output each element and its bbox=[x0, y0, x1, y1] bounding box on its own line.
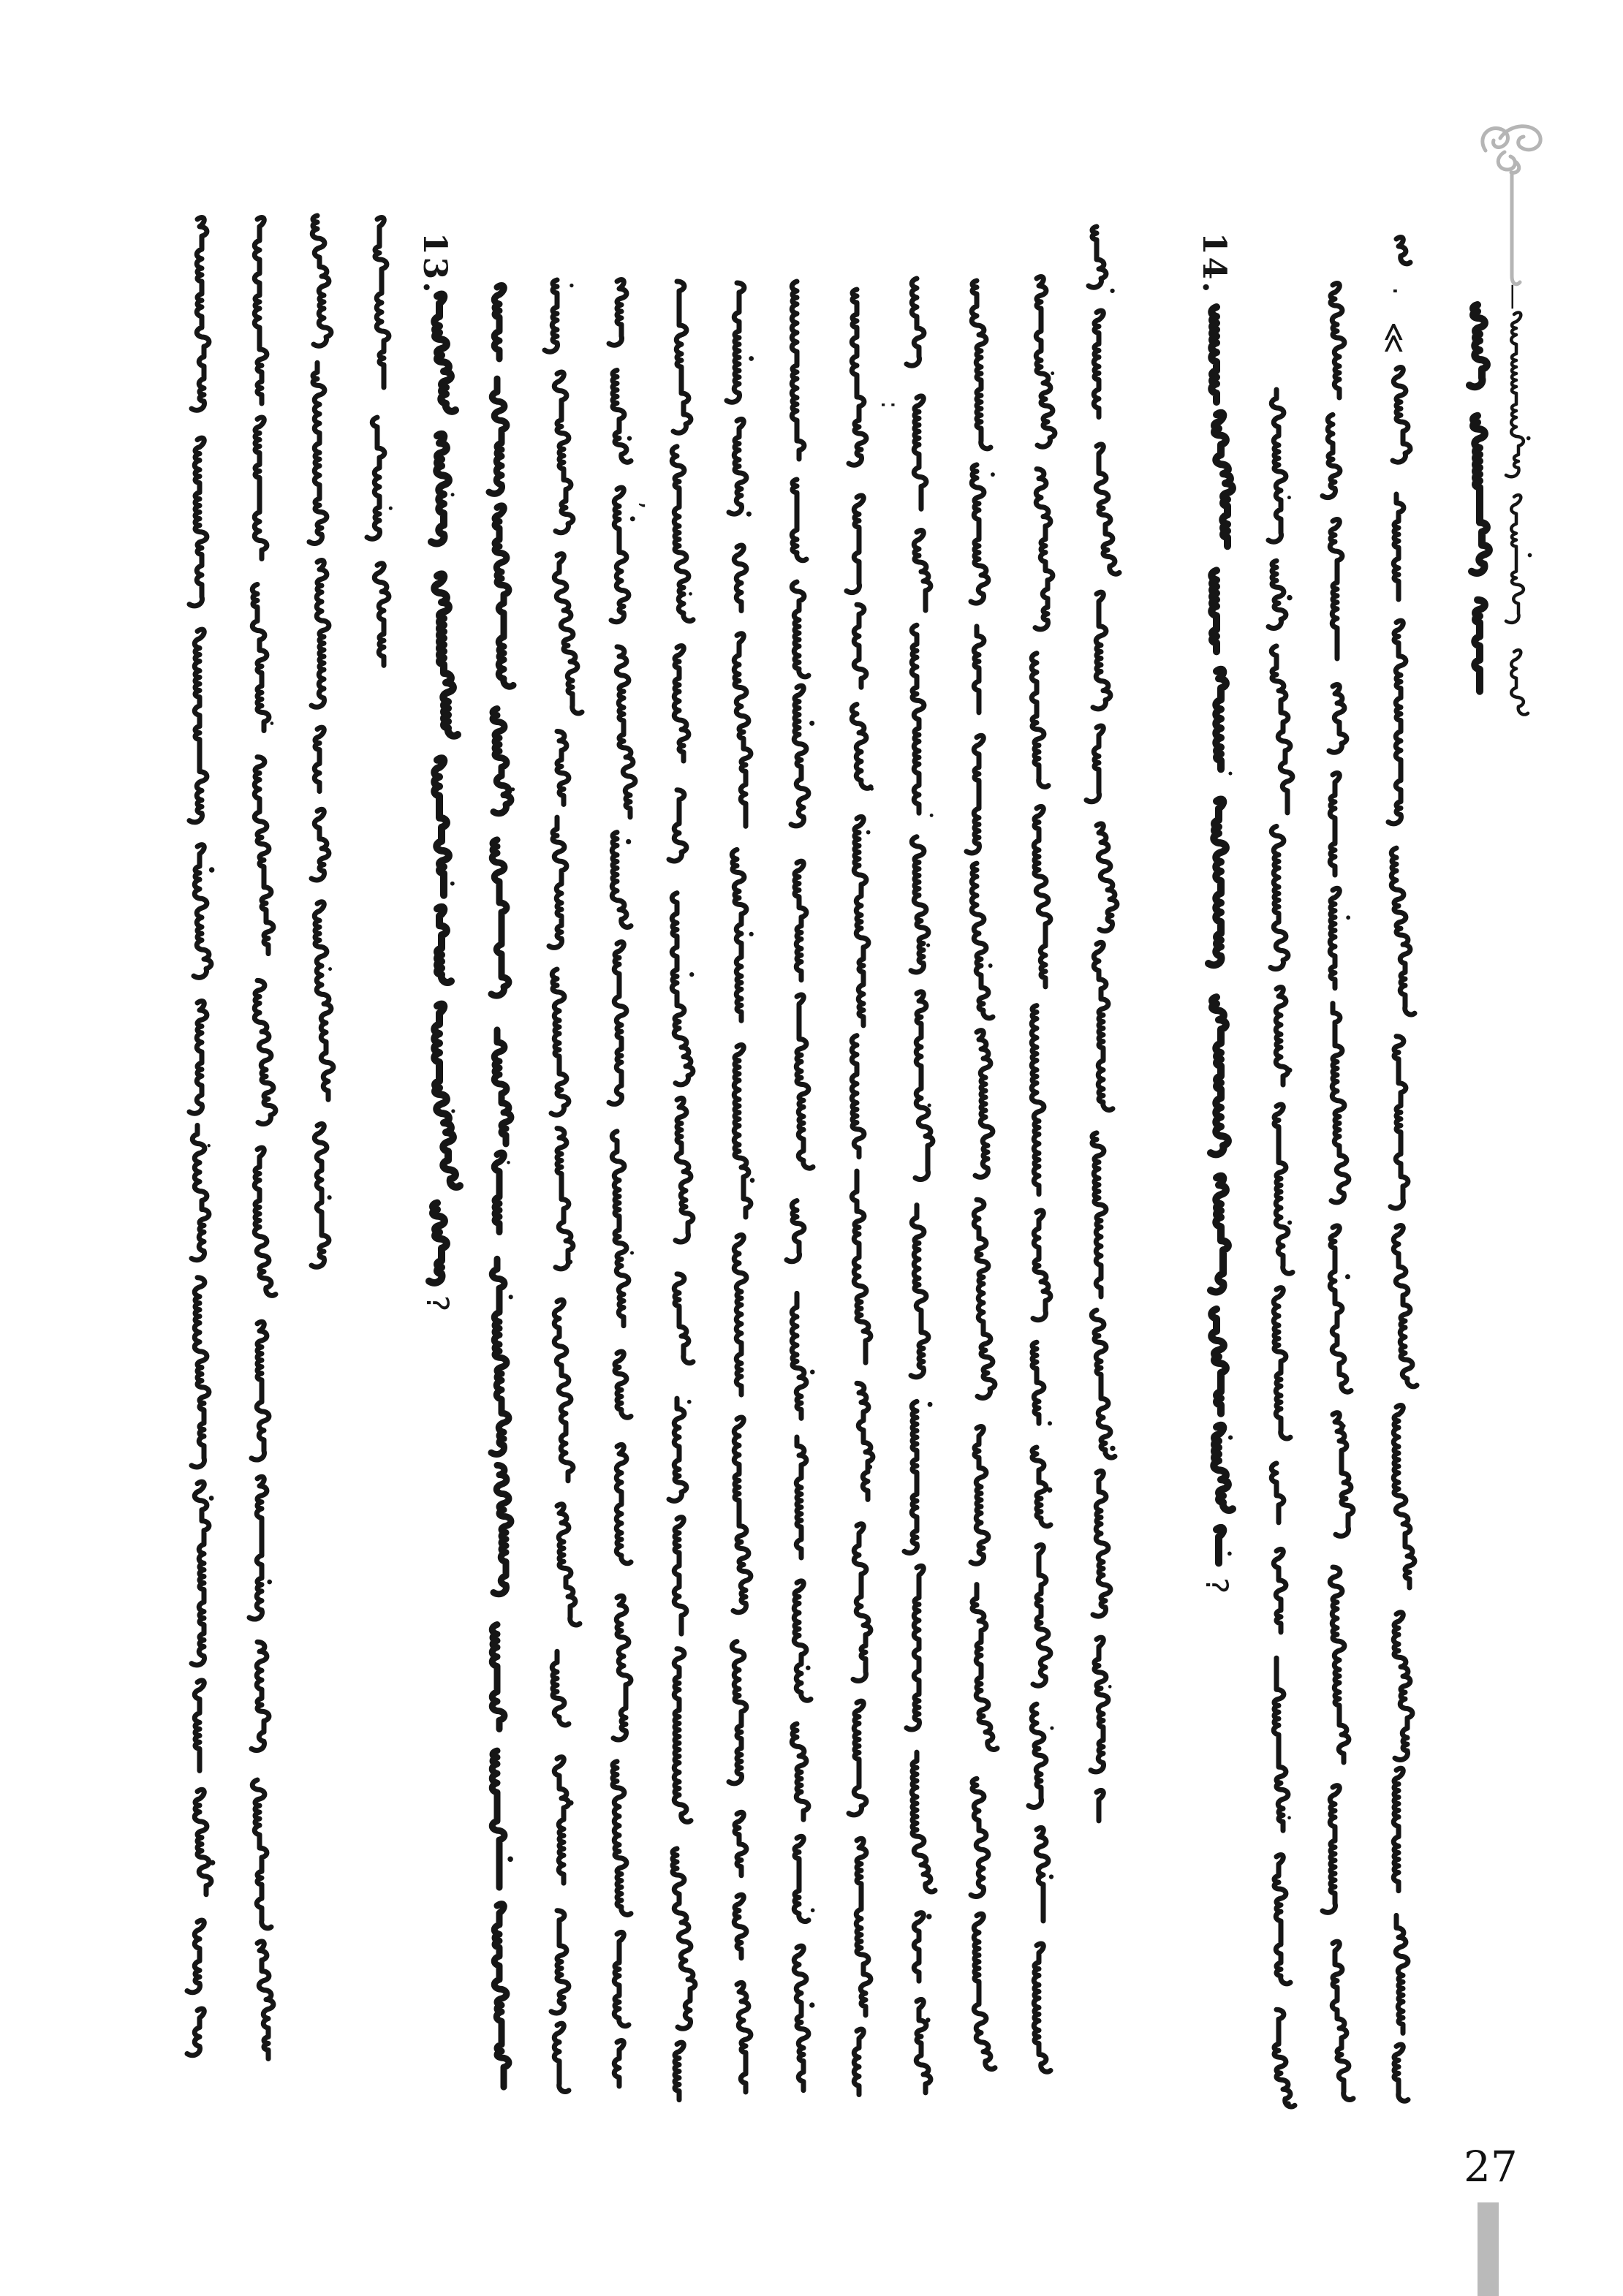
punctuation-mark: : bbox=[875, 401, 904, 409]
text-column bbox=[609, 279, 635, 2085]
text-column bbox=[187, 217, 215, 2055]
text-column bbox=[249, 217, 276, 2058]
text-column bbox=[489, 285, 515, 2087]
text-column bbox=[727, 283, 754, 2092]
text-column bbox=[787, 281, 815, 2091]
text-column bbox=[904, 279, 935, 2093]
text-column bbox=[545, 280, 582, 2092]
text-column bbox=[847, 289, 874, 2095]
item-number-14: 14. bbox=[1195, 232, 1233, 295]
item-number-13: 13. bbox=[416, 232, 453, 295]
text-column bbox=[1469, 305, 1489, 692]
text-column bbox=[367, 217, 393, 665]
text-column bbox=[1029, 276, 1055, 2072]
text-column bbox=[1506, 312, 1532, 714]
punctuation-mark: ? bbox=[420, 1295, 455, 1312]
text-column bbox=[1323, 283, 1353, 2099]
text-column bbox=[1388, 367, 1417, 2101]
text-column bbox=[429, 294, 460, 1282]
text-column bbox=[1268, 390, 1295, 2107]
text-column bbox=[669, 281, 695, 2100]
punctuation-mark: ≪ bbox=[1377, 322, 1412, 354]
text-column bbox=[1208, 307, 1233, 1563]
punctuation-mark: · bbox=[1379, 287, 1411, 296]
punctuation-mark: , bbox=[635, 501, 665, 509]
punctuation-mark: — bbox=[1499, 284, 1529, 310]
text-column bbox=[1086, 227, 1119, 1821]
text-column bbox=[966, 281, 997, 2069]
text-column bbox=[309, 216, 333, 1267]
page-edge-bar bbox=[1478, 2202, 1499, 2296]
text-column bbox=[1396, 237, 1410, 263]
punctuation-mark: ? bbox=[1199, 1577, 1235, 1594]
page-number: 27 bbox=[1464, 2142, 1518, 2191]
